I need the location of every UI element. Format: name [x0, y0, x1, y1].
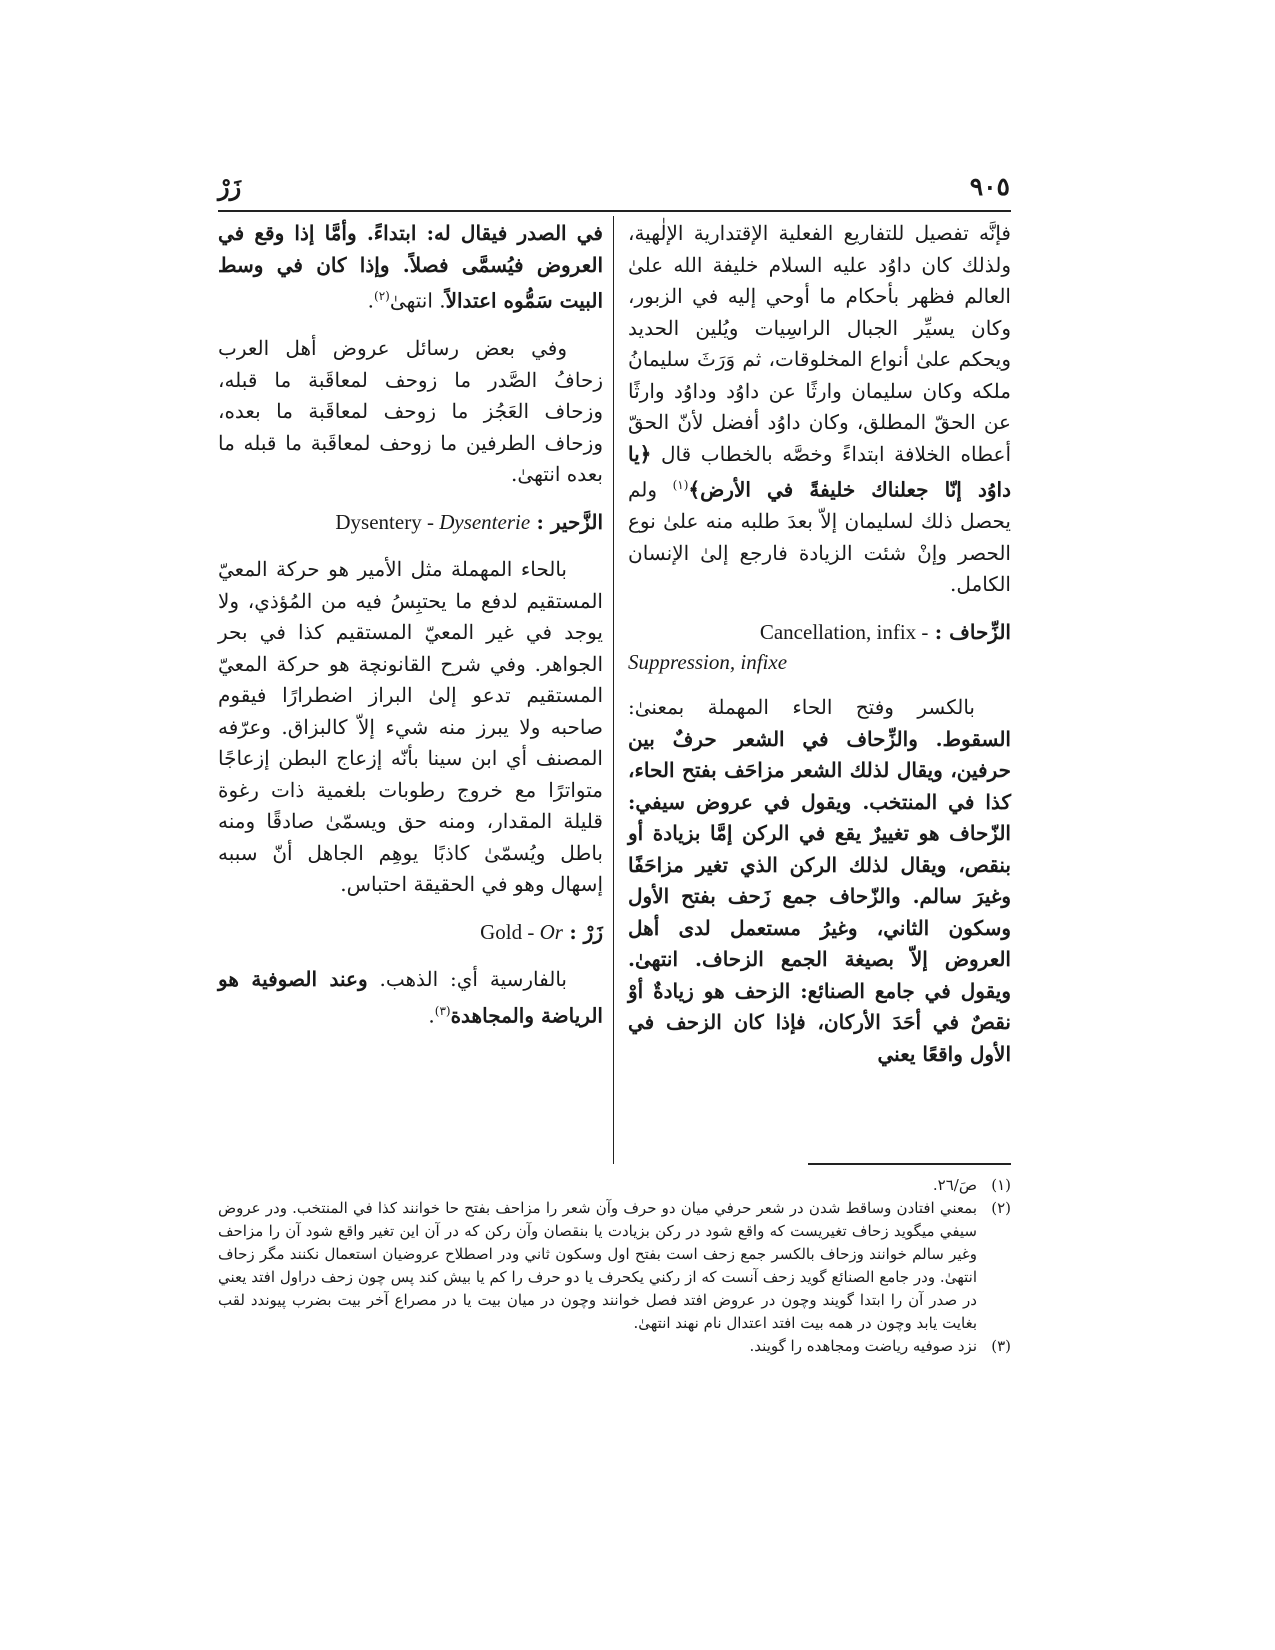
paragraph-text: . — [428, 1003, 435, 1028]
paragraph-bold-text: وعند الصوفية هو الرياضة والمجاهدة — [218, 967, 603, 1028]
entry-translation-en: Gold - — [480, 919, 540, 944]
footnote — [218, 1174, 1011, 1197]
paragraph-bold-text: السقوط. والزِّحاف في الشعر حرفٌ بين حرفين، ويقال لذلك الشعر مزاحَف بفتح الحاء، كذا في المنتخب. ويقول في عروض سيفي: الزّحاف هو تغييرٌ يقع في الركن إمَّا بزيادة أو بنقص، ويقال لذلك الركن الذي تغير مزاحَفًا وغيرَ سالم. والزّحاف جمع زَحف بفتح الأول وسكون الثاني، وغيرُ مستعمل لدى أهل العروض إلاّ بصيغة الجمع الزحاف. انتهىٰ. ويقول في جامع الصنائع: الزحف هو زيادةٌ أوْ نقصٌ في أحَدَ الأركان، فإذا كان الزحف في الأول واقعًا يعني — [628, 726, 1011, 1066]
entry-term: الزِّحاف : — [934, 619, 1011, 644]
footnotes — [218, 1174, 1011, 1358]
entry-translation-en: Cancellation, infix - — [759, 619, 929, 644]
paragraph-zahir: بالحاء المهملة مثل الأمير هو حركة المعيّ المستقيم لدفع ما يحتبِسُ فيه من المُؤذي، ولا يوجد في غير المعيّ المستقيم كذا في بحر الجواهر. وفي شرح القانونچة هو حركة المعيّ المستقيم تدعو إلىٰ البراز اضطرارًا فيقوم صاحبه ولا يبرز منه شيء إلاّ كالبزاق. وعرّفه المصنف أي ابن سينا بأنّه إزعاج البطن إزعاجًا متواترًا مع خروج رطوبات بلغمية ذات رغوة قليلة المقدار، ومنه حق ويسمّىٰ صادقًا ومنه باطل ويُسمّىٰ كاذبًا يوهِم الجاهل أنّ سببه إسهال وهو في الحقيقة احتباس. — [218, 557, 603, 897]
footnote — [218, 1335, 1011, 1358]
paragraph-text: بالفارسية أي: الذهب. — [367, 967, 567, 992]
right-column — [628, 218, 1011, 1086]
footnote-number: (١) — [991, 1176, 1011, 1194]
entry-term: زَرْ : — [569, 919, 603, 944]
footnote-number: (٣) — [991, 1337, 1011, 1355]
page-number: ٩٠٥ — [969, 172, 1010, 201]
quran-quote: ﴿يا داوُد إنّا جعلناك خليفةً في الأرض﴾ — [628, 441, 1011, 502]
footnote-ref: (٣) — [434, 1003, 451, 1018]
footnote-ref: (٢) — [374, 289, 390, 303]
paragraph-bold-text: في الصدر فيقال له: ابتداءً. وأمَّا إذا وقع في العروض فيُسمَّى فصلاً. وإذا كان في وسط البيت سَمُّوه اعتدالاً — [218, 221, 603, 313]
paragraph-text: . — [367, 288, 374, 313]
left-column — [218, 218, 603, 1048]
column-divider — [613, 216, 614, 1164]
footnote-rule — [808, 1163, 1011, 1165]
paragraph-text: . انتهىٰ — [389, 288, 446, 313]
footnote-number: (٢) — [991, 1199, 1011, 1217]
running-head: زَرْ — [218, 172, 242, 201]
entry-heading-zahir — [218, 507, 603, 539]
paragraph-zar — [218, 964, 603, 1032]
entry-translation-fr: Suppression, infixe — [628, 650, 788, 675]
entry-translation — [335, 510, 530, 534]
footnote-text: بمعني افتادن وساقط شدن در شعر حرفي ميان دو حرف وآن شعر را مزاحف بفتح حا خوانند كذا في المنتخب. ودر عروض سيفي ميگويد زحاف تغيريست كه واقع شود در ركن بزيادت يا بنقصان وآن ركن كه در آن اين تغير واقع شود آن را مزاحف وغير سالم خوانند وزحاف بالكسر جمع زحف است بفتح اول وسكون ثاني ودر اصطلاح عروضيان استعمال نكنند مگر زحاف انتهىٰ. ودر جامع الصنائع گويد زحف آنست كه از ركني يكحرف يا دو حرف را كم يا بيش كند پس چون زحف دراول افتد يعني در صدر آن را ابتدا گويند وچون در عروض افتد فصل خوانند وچون در ميان بيت يا در مصراع آخر بيت بضرب پيوندد لقب بغايت يابد وچون در همه بيت افتد اعتدال نام نهند انتهىٰ. — [218, 1199, 977, 1332]
entry-translation-fr: Or — [539, 919, 563, 944]
entry-heading-zihaf — [628, 617, 1011, 677]
paragraph-text: فإنَّه تفصيل للتفاريع الفعلية الإقتدارية الإلٰهية، ولذلك كان داوُد عليه السلام خليفة الله علىٰ العالم فظهر بأحكام ما أوحي إليه في الزبور، وكان يسيِّر الجبال الراسِيات ويُلين الحديد ويحكم علىٰ أنواع المخلوقات، ثم وَرَثَ سليمانُ ملكه وكان سليمان وارثًا عن داوُد وداوُد وارثًا عن الحقّ المطلق، وكان داوُد أفضل لأنّ الحقّ أعطاه الخلافة ابتداءً وخصَّه بالخطاب قال — [628, 221, 1012, 466]
entry-translation-en: Dysentery - — [335, 509, 440, 534]
paragraph-khalifa — [628, 218, 1011, 601]
entry-term: الزَّحير : — [536, 509, 603, 534]
entry-translation-fr: Dysenterie — [439, 509, 531, 534]
footnote-text: نزد صوفيه رياضت ومجاهده را گويند. — [749, 1337, 977, 1355]
paragraph-text: ولم يحصل ذلك لسليمان إلاّ بعدَ طلبه منه علىٰ نوع الحصر وإنْ شئت الزيادة فارجع إلىٰ الإنسان الكامل. — [628, 477, 1011, 597]
paragraph-arab-prosody: وفي بعض رسائل عروض أهل العرب زحافُ الصَّدر ما زوحف لمعاقَبة ما قبله، وزحاف العَجُز ما زوحف لمعاقَبة ما بعده، وزحاف الطرفين ما زوحف لمعاقَبة ما قبله ما بعده انتهىٰ. — [218, 336, 603, 487]
paragraph-continuation — [218, 218, 603, 317]
footnote-ref: (١) — [672, 478, 689, 492]
entry-translation — [480, 920, 563, 944]
paragraph-text: بالكسر وفتح الحاء المهملة بمعنىٰ: — [628, 695, 975, 720]
header-rule — [218, 210, 1011, 212]
paragraph-zihaf — [628, 692, 1011, 1070]
footnote-text: صَ/٢٦. — [932, 1176, 977, 1194]
footnote — [218, 1197, 1011, 1335]
entry-heading-zar — [218, 917, 603, 949]
